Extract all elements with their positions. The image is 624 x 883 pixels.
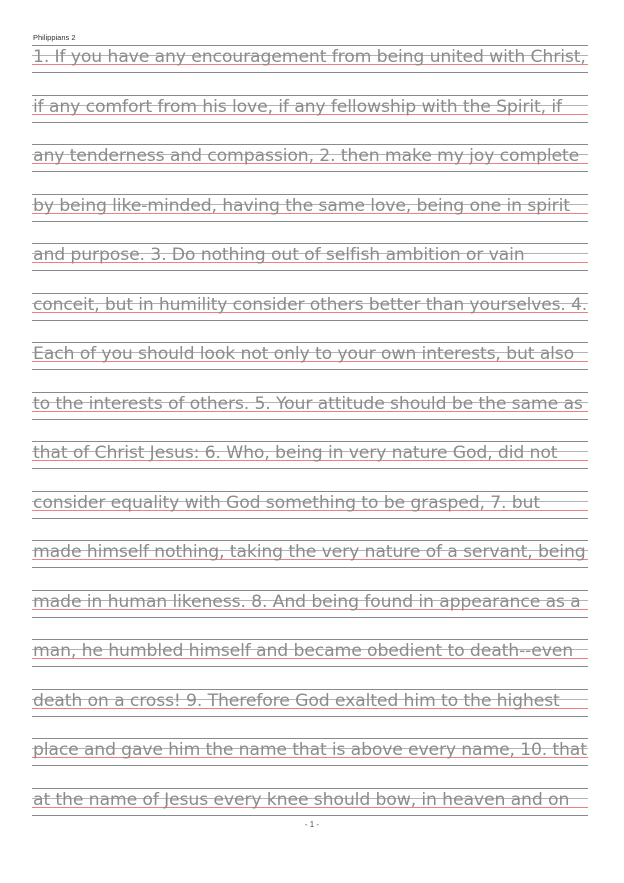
bottom-guide-line bbox=[32, 419, 588, 420]
trace-text: made himself nothing, taking the very nature of a servant, being bbox=[33, 542, 586, 562]
trace-text: place and gave him the name that is above every name, 10. that bbox=[33, 740, 587, 760]
practice-row-9 bbox=[32, 441, 588, 473]
bottom-guide-line bbox=[32, 320, 588, 321]
trace-text: that of Christ Jesus: 6. Who, being in very nature God, did not bbox=[33, 443, 558, 463]
practice-row-12 bbox=[32, 590, 588, 622]
bottom-guide-line bbox=[32, 171, 588, 172]
practice-row-16 bbox=[32, 788, 588, 820]
practice-row-15 bbox=[32, 738, 588, 770]
trace-text: man, he humbled himself and became obedient to death--even bbox=[33, 641, 574, 661]
page-header: Philippians 2 bbox=[33, 33, 76, 42]
trace-text: death on a cross! 9. Therefore God exalted him to the highest bbox=[33, 690, 560, 711]
bottom-guide-line bbox=[32, 617, 588, 618]
trace-text: consider equality with God something to be grasped, 7. but bbox=[33, 492, 540, 513]
practice-row-11 bbox=[32, 540, 588, 572]
bottom-guide-line bbox=[32, 72, 588, 73]
bottom-guide-line bbox=[32, 765, 588, 766]
bottom-guide-line bbox=[32, 518, 588, 519]
bottom-guide-line bbox=[32, 270, 588, 271]
practice-row-8 bbox=[32, 392, 588, 424]
practice-row-3 bbox=[32, 144, 588, 176]
trace-text: any tenderness and compassion, 2. then make my joy complete bbox=[33, 146, 580, 166]
trace-text: at the name of Jesus every knee should bow, in heaven and on bbox=[33, 789, 570, 810]
bottom-guide-line bbox=[32, 815, 588, 816]
bottom-guide-line bbox=[32, 221, 588, 222]
trace-text: conceit, but in humility consider others better than yourselves. 4. bbox=[33, 294, 588, 315]
practice-row-10 bbox=[32, 491, 588, 523]
practice-row-5 bbox=[32, 243, 588, 275]
practice-row-4 bbox=[32, 194, 588, 226]
trace-text: Each of you should look not only to your own interests, but also bbox=[33, 344, 575, 364]
bottom-guide-line bbox=[32, 567, 588, 568]
bottom-guide-line bbox=[32, 468, 588, 469]
bottom-guide-line bbox=[32, 122, 588, 123]
practice-row-13 bbox=[32, 639, 588, 671]
practice-row-2 bbox=[32, 95, 588, 127]
trace-text: 1. If you have any encouragement from being united with Christ, bbox=[33, 47, 586, 67]
practice-row-7 bbox=[32, 342, 588, 374]
trace-text: if any comfort from his love, if any fellowship with the Spirit, if bbox=[33, 96, 562, 117]
trace-text: made in human likeness. 8. And being found in appearance as a bbox=[33, 591, 581, 612]
trace-text: by being like-minded, having the same love, being one in spirit bbox=[33, 195, 570, 216]
bottom-guide-line bbox=[32, 666, 588, 667]
trace-text: to the interests of others. 5. Your attitude should be the same as bbox=[33, 393, 583, 414]
bottom-guide-line bbox=[32, 369, 588, 370]
practice-row-1 bbox=[32, 45, 588, 77]
practice-row-6 bbox=[32, 293, 588, 325]
trace-text: and purpose. 3. Do nothing out of selfish ambition or vain bbox=[33, 245, 525, 265]
bottom-guide-line bbox=[32, 716, 588, 717]
page-number: - 1 - bbox=[304, 820, 320, 829]
practice-row-14 bbox=[32, 689, 588, 721]
